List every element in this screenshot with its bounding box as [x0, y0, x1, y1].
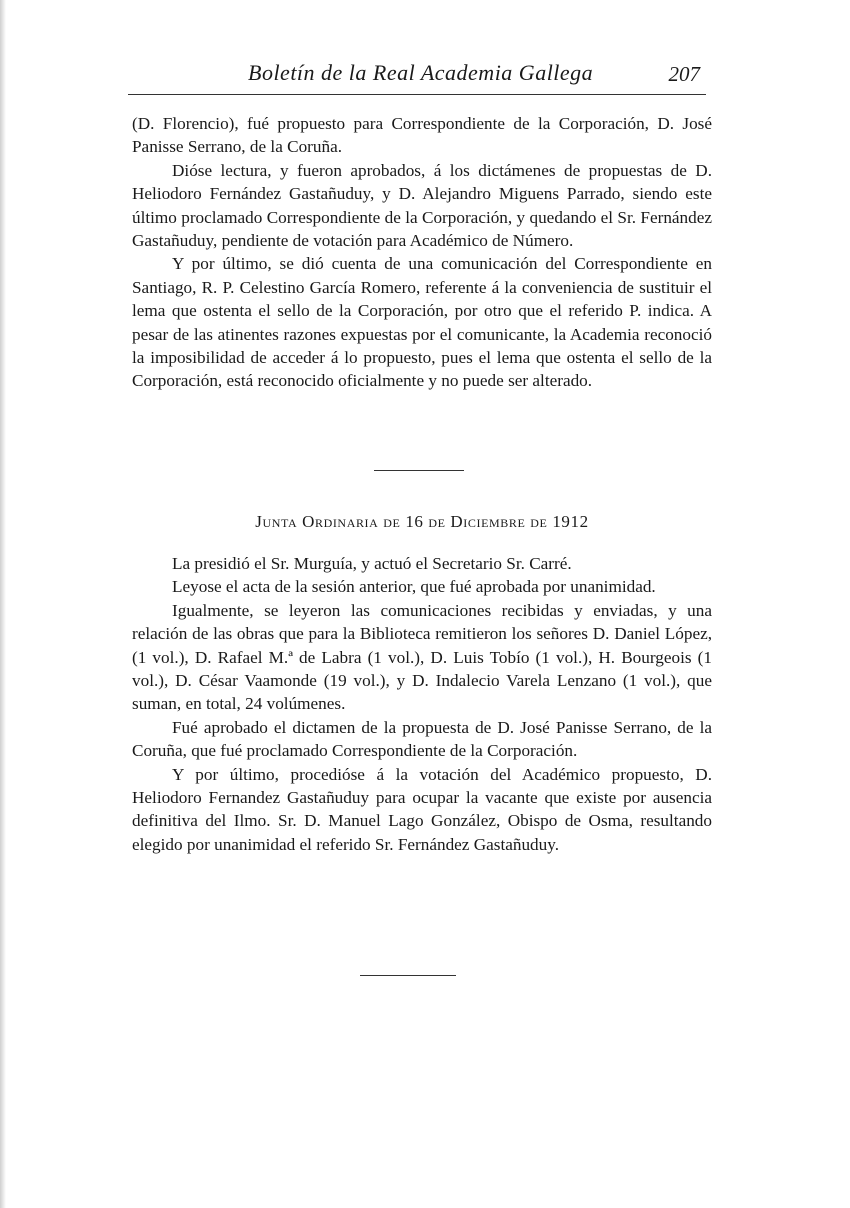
paragraph: (D. Florencio), fué propuesto para Correspondiente de la Corporación, D. José Panisse Serrano, de la Coruña. [132, 114, 712, 157]
end-divider [360, 975, 456, 976]
paragraph: Dióse lectura, y fueron aprobados, á los dictámenes de propuestas de D. Heliodoro Fernández Gastañuduy, y D. Alejandro Miguens Parrado, siendo este último proclamado Correspondiente de la Corporación, y quedando el Sr. Fernández Gastañuduy, pendiente de votación para Académico de Número. [132, 160, 712, 251]
meeting-minutes-text [132, 552, 712, 856]
paragraph: La presidió el Sr. Murguía, y actuó el Secretario Sr. Carré. [172, 554, 572, 573]
continued-minutes-text [132, 112, 712, 393]
section-divider [374, 470, 464, 471]
paragraph: Fué aprobado el dictamen de la propuesta de D. José Panisse Serrano, de la Coruña, que fué proclamado Correspondiente de la Corporación. [132, 717, 712, 761]
section-heading: Junta Ordinaria de 16 de Diciembre de 1912 [255, 512, 589, 531]
page-edge-shadow [0, 0, 6, 1208]
paragraph: Leyose el acta de la sesión anterior, que fué aprobada por unanimidad. [172, 577, 656, 597]
page-number: 207 [668, 62, 700, 86]
paragraph: Y por último, procedióse á la votación del Académico propuesto, D. Heliodoro Fernandez Gastañuduy para ocupar la vacante que existe por ausencia definitiva del Ilmo. Sr. D. Manuel Lago González, Obispo de Osma, resultando elegido por unanimidad el referido Sr. Fernández Gastañuduy. [132, 764, 712, 854]
running-header [128, 58, 706, 95]
paragraph: Y por último, se dió cuenta de una comunicación del Correspondiente en Santiago, R. P. Celestino García Romero, referente á la conveniencia de sustituir el lema que ostenta el sello de la Corporación, por otro que el referido P. indica. A pesar de las atinentes razones expuestas por el comunicante, la Academia reconoció la imposibilidad de acceder á lo propuesto, pues el lema que ostenta el sello de la Corporación, está reconocido oficialmente y no puede ser alterado. [132, 254, 712, 391]
journal-title: Boletín de la Real Academia Gallega [248, 60, 594, 85]
paragraph: Igualmente, se leyeron las comunicaciones recibidas y enviadas, y una relación de las obras que para la Biblioteca remitieron los señores D. Daniel López, (1 vol.), D. Rafael M.ª de Labra (1 vol.), D. Luis Tobío (1 vol.), H. Bourgeois (1 vol.), D. César Vaamonde (19 vol.), y D. Indalecio Varela Lenzano (1 vol.), que suman, en total, 24 volúmenes. [132, 600, 712, 714]
